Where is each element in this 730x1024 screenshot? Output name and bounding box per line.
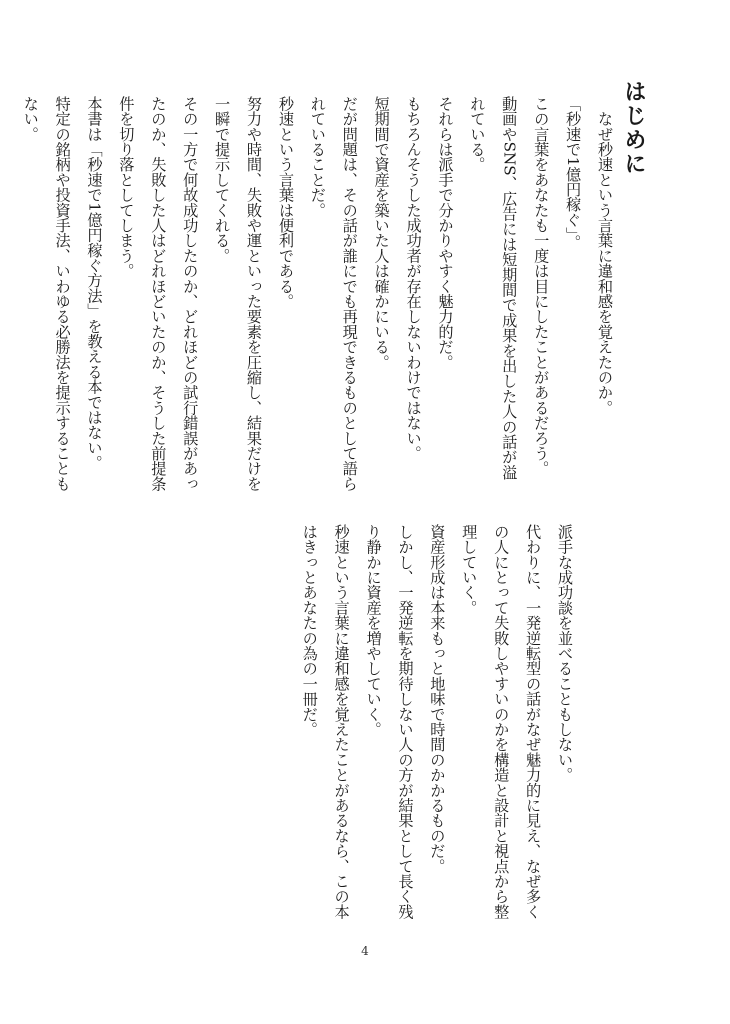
text-line: 本書は「秒速で1億円稼ぐ方法」を教える本ではない。	[85, 96, 104, 471]
text-line: だが問題は、その話が誰にでも再現できるものとして語ら	[340, 96, 359, 492]
text-line: 秒速という言葉に違和感を覚えたことがあるなら、この本	[332, 524, 351, 920]
text-line: ない。	[21, 96, 40, 142]
text-line: れている。	[468, 96, 487, 172]
text-line: 一瞬で提示してくれる。	[213, 96, 232, 264]
text-line: 派手な成功談を並べることもしない。	[556, 524, 574, 783]
page-number: 4	[361, 944, 369, 958]
text-line: 短期間で資産を築いた人は確かにいる。	[372, 96, 391, 370]
text-line: 秒速という言葉は便利である。	[276, 96, 295, 309]
text-line: 動画やSNS、広告には短期間で成果を出した人の話が溢	[500, 96, 519, 480]
text-line: 件を切り落としてしまう。	[117, 96, 136, 279]
text-line: れていることだ。	[308, 96, 327, 218]
text-line: たのか、失敗した人はどれほどいたのか、そうした前提条	[149, 96, 168, 492]
text-line: この言葉をあなたも一度は目にしたことがあるだろう。	[532, 96, 551, 476]
text-line: 「秒速で1億円稼ぐ」。	[564, 96, 583, 251]
text-line: それらは派手で分かりやすく魅力的だ。	[436, 96, 455, 370]
text-line: しかし、一発逆転を期待しない人の方が結果として長く残	[396, 524, 415, 920]
text-line: り静かに資産を増やしていく。	[364, 524, 383, 737]
text-line: なぜ秒速という言葉に違和感を覚えたのか。	[596, 96, 614, 416]
chapter-heading: はじめに	[621, 80, 646, 176]
lower-text-block	[293, 524, 580, 934]
text-line: 努力や時間、失敗や運といった要素を圧縮し、結果だけを	[245, 96, 264, 492]
text-line: 代わりに、一発逆転型の話がなぜ魅力的に見え、なぜ多く	[524, 524, 543, 920]
text-line: 理していく。	[460, 524, 479, 616]
text-line: 資産形成は本来もっと地味で時間のかかるものだ。	[428, 524, 447, 874]
text-line: その一方で何故成功したのか、どれほどの試行錯誤があっ	[181, 96, 200, 492]
text-line: もちろんそうした成功者が存在しないわけではない。	[404, 96, 423, 461]
upper-text-block	[14, 96, 620, 506]
text-line: の人にとって失敗しやすいのかを構造と設計と視点から整	[492, 524, 511, 920]
text-line: はきっとあなたの為の一冊だ。	[300, 524, 319, 737]
text-line: 特定の銘柄や投資手法、いわゆる必勝法を提示することも	[53, 96, 72, 492]
